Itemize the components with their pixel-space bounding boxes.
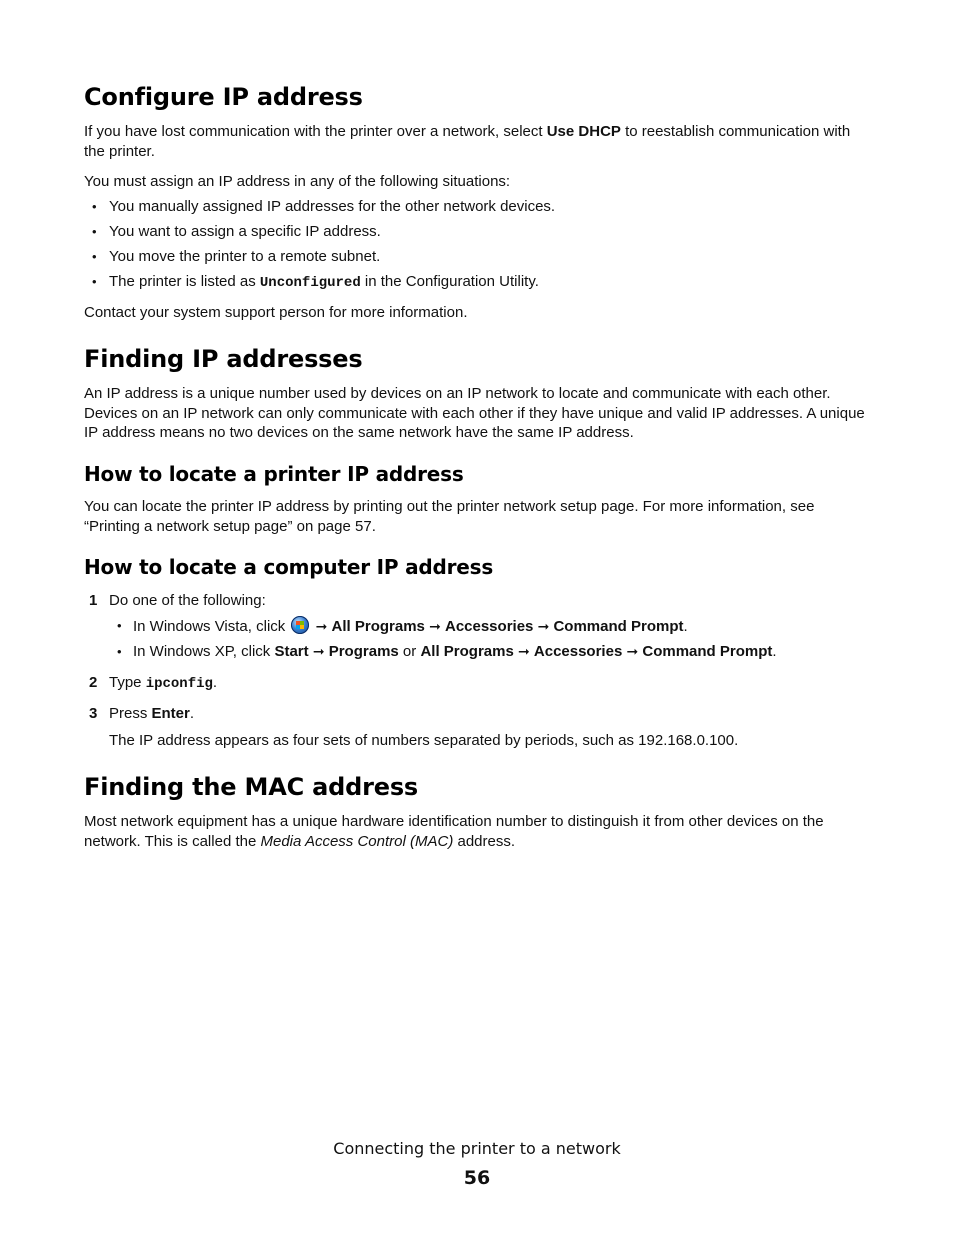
- mac-text-pre: Most network equipment has a unique hardware identification number to distinguish it from other devices on the network. This is called the: [84, 813, 824, 850]
- ipconfig-code: ipconfig: [145, 676, 213, 692]
- arrow-right-icon: ➞: [315, 618, 328, 634]
- intro-text-pre: If you have lost communication with the printer over a network, select: [84, 123, 547, 140]
- heading-configure-ip-address: Configure IP address: [84, 83, 363, 111]
- vista-text: In Windows Vista, click: [133, 618, 286, 635]
- steps-list: [84, 591, 874, 756]
- arrow-right-icon: ➞: [537, 618, 550, 634]
- menu-accessories: Accessories: [533, 643, 623, 660]
- list-item: You move the printer to a remote subnet.: [109, 248, 381, 265]
- locate-printer-ip-paragraph: You can locate the printer IP address by printing out the printer network setup page. For more information, see “Printing a network setup page” on page 57.: [84, 498, 815, 535]
- list-item: You manually assigned IP addresses for the other network devices.: [109, 198, 556, 215]
- period: .: [683, 618, 688, 635]
- situations-list: [84, 197, 874, 297]
- bullet-icon: •: [92, 274, 97, 289]
- heading-finding-mac-address: Finding the MAC address: [84, 773, 418, 801]
- step-3-text: [109, 704, 194, 723]
- menu-command-prompt: Command Prompt: [642, 643, 773, 660]
- menu-start: Start: [274, 643, 309, 660]
- mac-address-paragraph: [84, 812, 874, 851]
- ip-address-definition-paragraph: An IP address is a unique number used by devices on an IP network to locate and communicate with each other. Devices on an IP network can only communicate with each other if they have unique and valid IP addresses. A unique IP address means no two devices on the same network have the same IP address.: [84, 385, 865, 442]
- page-number: 56: [463, 1167, 491, 1189]
- step-number: 1: [89, 592, 98, 609]
- bullet-icon: •: [92, 249, 97, 264]
- bullet-icon: •: [92, 224, 97, 239]
- list-item: [109, 272, 539, 293]
- vista-instruction: [133, 616, 688, 636]
- xp-instruction: [133, 642, 777, 661]
- step-text: Type: [109, 674, 146, 691]
- bullet-icon: •: [117, 644, 122, 659]
- unconfigured-code: Unconfigured: [259, 275, 361, 291]
- menu-command-prompt: Command Prompt: [553, 618, 684, 635]
- period: .: [189, 705, 195, 722]
- period: .: [212, 674, 218, 691]
- use-dhcp-label: Use DHCP: [546, 123, 621, 140]
- situations-intro: You must assign an IP address in any of the following situations:: [84, 173, 511, 190]
- support-contact-paragraph: Contact your system support person for more information.: [84, 304, 468, 321]
- mac-term: Media Access Control (MAC): [260, 832, 454, 850]
- arrow-right-icon: ➞: [626, 643, 639, 659]
- step-number: 2: [89, 674, 98, 691]
- list-item-text: in the Configuration Utility.: [360, 273, 539, 290]
- step-1-text: Do one of the following:: [109, 592, 266, 609]
- step-2-text: [109, 673, 217, 694]
- or-text: or: [398, 643, 421, 660]
- heading-locate-printer-ip: How to locate a printer IP address: [84, 462, 464, 486]
- list-item-text: The printer is listed as: [109, 273, 260, 290]
- list-item: You want to assign a specific IP address.: [109, 223, 381, 240]
- heading-locate-computer-ip: How to locate a computer IP address: [84, 555, 494, 579]
- menu-all-programs: All Programs: [331, 618, 425, 635]
- xp-text: In Windows XP, click: [133, 643, 275, 660]
- arrow-right-icon: ➞: [312, 643, 325, 659]
- ip-result-note: The IP address appears as four sets of numbers separated by periods, such as 192.168.0.100.: [109, 732, 739, 749]
- step-number: 3: [89, 705, 98, 722]
- bullet-icon: •: [117, 618, 122, 633]
- arrow-right-icon: ➞: [429, 618, 441, 634]
- windows-start-orb-icon: [291, 616, 309, 634]
- footer-chapter-title: Connecting the printer to a network: [333, 1139, 621, 1158]
- period: .: [772, 643, 777, 660]
- intro-text-post: to reestablish communication with the printer.: [84, 123, 851, 160]
- menu-accessories: Accessories: [444, 618, 534, 635]
- menu-all-programs: All Programs: [420, 643, 514, 660]
- enter-key-label: Enter: [151, 705, 190, 722]
- bullet-icon: •: [92, 199, 97, 214]
- configure-ip-intro-paragraph: [84, 122, 874, 161]
- step-text: Press: [109, 705, 152, 722]
- heading-finding-ip-addresses: Finding IP addresses: [84, 345, 363, 373]
- mac-text-post: address.: [453, 832, 516, 850]
- menu-programs: Programs: [328, 643, 399, 660]
- arrow-right-icon: ➞: [517, 643, 530, 659]
